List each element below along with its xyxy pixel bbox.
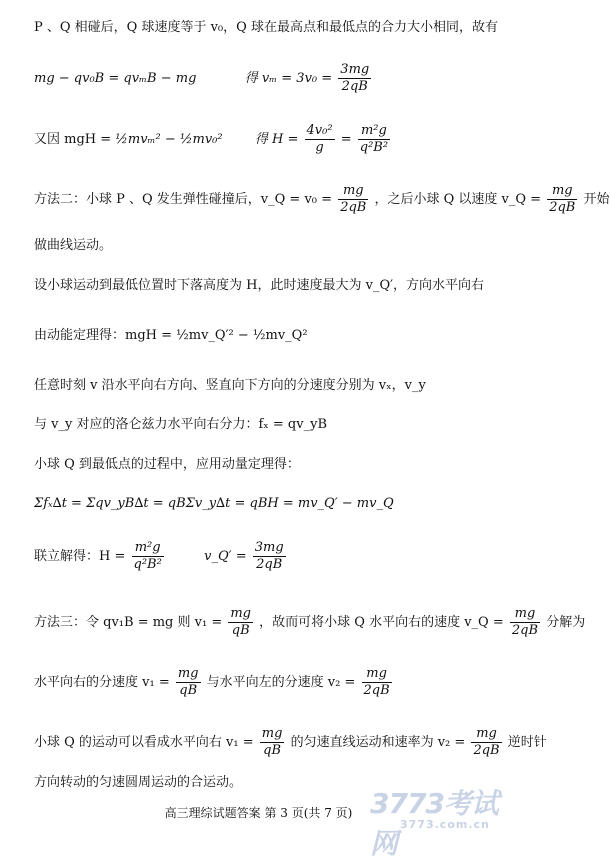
text-line-8: 任意时刻 v 沿水平向右方向、竖直向下方向的分速度分别为 vₓ，v_y bbox=[34, 378, 426, 393]
text-line-6: 设小球运动到最低位置时下落高度为 H，此时速度最大为 v_Q′，方向水平向右 bbox=[34, 278, 485, 293]
text-line-12: 联立解得：H = $\frac{\text{m²g}}{\text{q²B²}}$ v_Q′ = $\frac{3mg}{2qB}$ bbox=[34, 540, 284, 572]
fraction: $\frac{mg}{2qB}$ bbox=[511, 606, 539, 638]
text-line-16: 方向转动的匀速圆周运动的合运动。 bbox=[34, 775, 243, 790]
fraction: $\frac{mg}{2qB}$ bbox=[340, 183, 367, 215]
text-line-13: 方法三：令 qv₁B = mg 则 v₁ = $\frac{mg}{qB}$ ，故而可将小球 Q 水平向右的速度 v_Q = $\frac{mg}{2qB}$ 分解为 bbox=[34, 606, 586, 638]
equation-line-2 bbox=[34, 62, 373, 95]
text-line-4: 方法二：小球 P 、Q 发生弹性碰撞后，v_Q = v₀ = $\frac{mg}{2qB}$ ，之后小球 Q 以速度 v_Q = $\frac{mg}{2qB}$ 开始 bbox=[34, 183, 610, 215]
fraction: $\frac{\text{4v₀²}}{g}$ bbox=[306, 123, 333, 155]
text-line-15: 小球 Q 的运动可以看成水平向右 v₁ = $\frac{mg}{qB}$ 的匀速直线运动和速率为 v₂ = $\frac{mg}{2qB}$ 逆时针 bbox=[34, 726, 547, 758]
fraction: $\frac{mg}{2qB}$ bbox=[363, 666, 390, 698]
watermark-main: 3773考试网 bbox=[370, 787, 498, 860]
equation: mg − qv₀B = qvₘB − mg bbox=[34, 71, 197, 86]
text-line-7: 由动能定理得：mgH = ½mv_Q′² − ½mv_Q² bbox=[34, 328, 308, 343]
fraction: $\frac{mg}{qB}$ bbox=[177, 666, 199, 698]
fraction: $\frac{3mg}{2qB}$ bbox=[340, 62, 370, 94]
equation-line-11: Σfₓ∆t = Σqv_yB∆t = qBΣv_y∆t = qBH = mv_Q′ − mv_Q bbox=[34, 496, 394, 511]
text-line-9: 与 v_y 对应的洛仑兹力水平向右分力：fₓ = qv_yB bbox=[34, 417, 327, 432]
fraction: $\frac{mg}{qB}$ bbox=[230, 606, 252, 638]
equation-result: 得 vₘ = 3v₀ = bbox=[244, 71, 333, 86]
equation-line-3: 又因 mgH = ½mvₘ² − ½mv₀² 得 H = $\frac{\text{4v₀²}}{g}$ = $\frac{\text{m²g}}{\text{q²B²}}$ bbox=[34, 123, 389, 155]
fraction: $\frac{\text{m²g}}{\text{q²B²}}$ bbox=[359, 123, 389, 155]
watermark-sub: 3773.com.cn bbox=[400, 818, 490, 831]
text-line-1: P 、Q 相碰后，Q 球速度等于 v₀，Q 球在最高点和最低点的合力大小相同，故有 bbox=[34, 20, 498, 35]
fraction: $\frac{mg}{2qB}$ bbox=[549, 183, 576, 215]
fraction: $\frac{mg}{2qB}$ bbox=[473, 726, 500, 758]
text-line-14: 水平向右的分速度 v₁ = $\frac{mg}{qB}$ 与水平向左的分速度 v₂ = $\frac{mg}{2qB}$ bbox=[34, 666, 390, 698]
text-line-5: 做曲线运动。 bbox=[34, 238, 113, 253]
fraction: $\frac{3mg}{2qB}$ bbox=[254, 540, 284, 572]
page-footer: 高三理综试题答案 第 3 页(共 7 页) bbox=[164, 806, 353, 820]
fraction: $\frac{mg}{qB}$ bbox=[261, 726, 283, 758]
fraction: $\frac{\text{m²g}}{\text{q²B²}}$ bbox=[133, 540, 162, 572]
text-line-10: 小球 Q 到最低点的过程中，应用动量定理得： bbox=[34, 457, 300, 472]
